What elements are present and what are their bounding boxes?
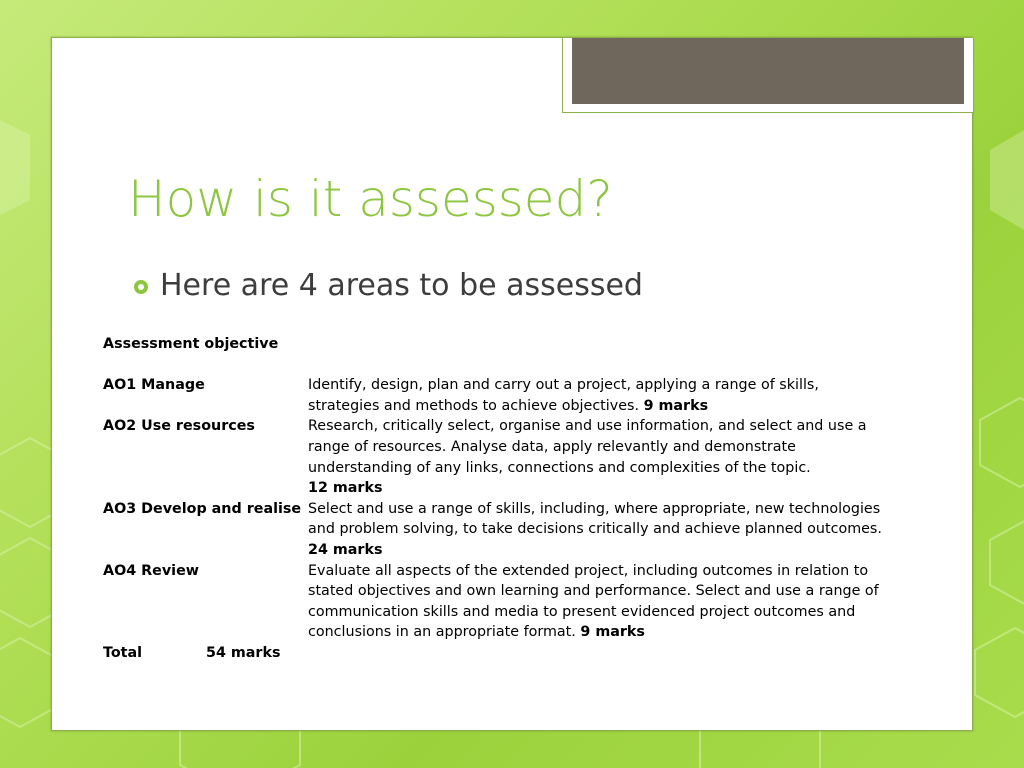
ring-bullet-icon: [134, 280, 148, 294]
title-plate-fill: [572, 38, 964, 104]
objective-name: AO3 Develop and realise: [103, 500, 302, 517]
objective-marks: 24 marks: [308, 541, 383, 558]
description-line: [308, 540, 933, 561]
objective-name: AO1 Manage: [103, 377, 205, 394]
description-line: and problem solving, to take decisions critically and achieve planned outcomes.: [308, 521, 882, 538]
objective-description: [308, 375, 933, 416]
objective-name: AO2 Use resources: [103, 418, 255, 435]
objective-row-ao4: [103, 561, 933, 643]
objective-marks: 12 marks: [308, 480, 383, 497]
total-value: 54 marks: [206, 644, 281, 661]
description-line-text: conclusions in an appropriate format.: [308, 624, 576, 641]
description-line: [308, 396, 933, 417]
objective-description: [308, 499, 933, 561]
assessment-header: Assessment objective: [103, 336, 279, 352]
objective-name: AO4 Review: [103, 562, 199, 579]
description-line: communication skills and media to present evidenced project outcomes and: [308, 603, 856, 620]
objective-marks: 9 marks: [643, 397, 709, 414]
title-plate-decoration: [562, 38, 974, 113]
objective-description: [308, 416, 933, 498]
objective-row-ao3: [103, 499, 933, 561]
total-label: Total: [103, 644, 143, 661]
description-line: [308, 622, 933, 643]
description-line: [308, 478, 933, 499]
assessment-objectives-table: [103, 334, 933, 664]
bullet-item: [134, 268, 643, 303]
objective-description: [308, 561, 933, 643]
slide-title: How is it assessed?: [128, 170, 613, 228]
objective-row-ao1: [103, 375, 933, 416]
description-line: stated objectives and own learning and performance. Select and use a range of: [308, 583, 879, 600]
description-line: Select and use a range of skills, including, where appropriate, new technologies: [308, 500, 881, 517]
description-line: Research, critically select, organise and use information, and select and use a: [308, 418, 867, 435]
objective-marks: 9 marks: [580, 624, 645, 641]
total-row: [103, 643, 933, 664]
description-line: Evaluate all aspects of the extended project, including outcomes in relation to: [308, 562, 869, 579]
description-line: range of resources. Analyse data, apply relevantly and demonstrate: [308, 438, 796, 455]
description-line: Identify, design, plan and carry out a project, applying a range of skills,: [308, 377, 819, 394]
description-line-text: strategies and methods to achieve objectives.: [308, 397, 640, 414]
bullet-text: Here are 4 areas to be assessed: [160, 268, 643, 303]
description-line: understanding of any links, connections and complexities of the topic.: [308, 459, 811, 476]
objective-row-ao2: [103, 416, 933, 498]
spacer: [103, 355, 933, 376]
